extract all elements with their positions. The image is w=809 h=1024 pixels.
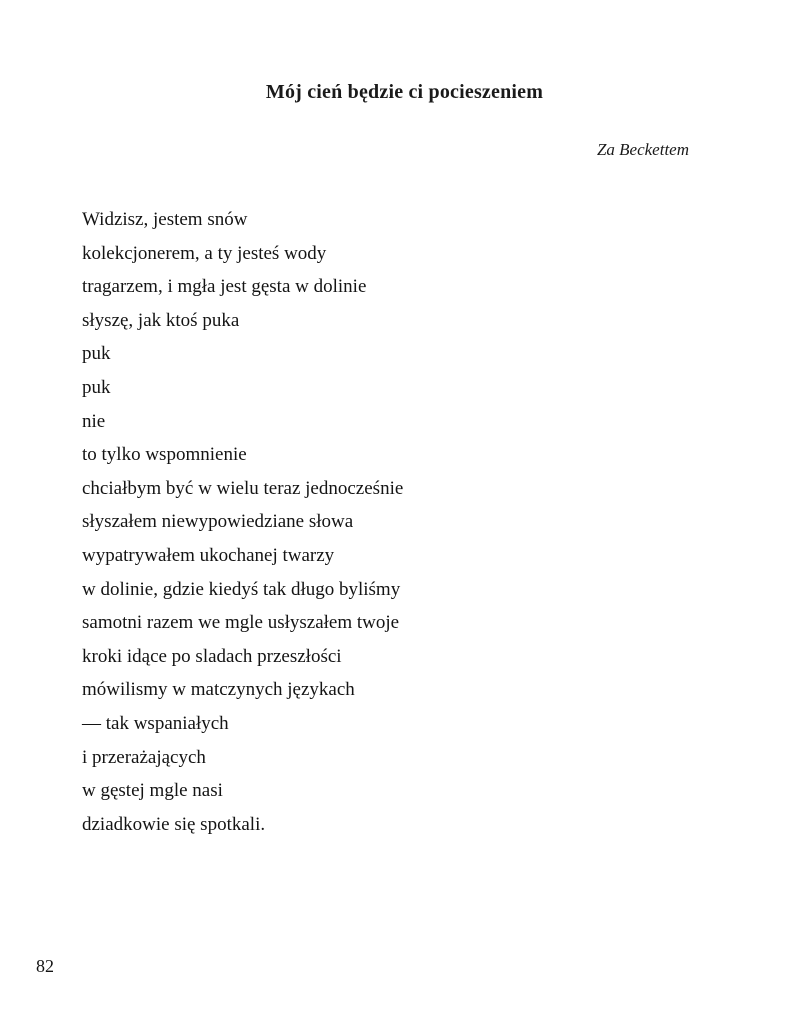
poem-line: kolekcjonerem, a ty jesteś wody bbox=[82, 242, 327, 264]
poem-line: puk bbox=[82, 376, 111, 398]
poem-line: dziadkowie się spotkali. bbox=[82, 813, 266, 835]
dedication-text: Za Beckettem bbox=[596, 140, 689, 159]
poem-line: mówilismy w matczynych językach bbox=[82, 679, 355, 701]
poem-line: puk bbox=[82, 343, 111, 365]
poem-line: Widzisz, jestem snów bbox=[82, 209, 248, 230]
poem-line: i przerażających bbox=[82, 746, 206, 768]
poem-line: kroki idące po sladach przeszłości bbox=[82, 645, 342, 667]
poem-line: wypatrywałem ukochanej twarzy bbox=[82, 544, 335, 566]
poem-line: tragarzem, i mgła jest gęsta w dolinie bbox=[82, 276, 367, 298]
poem-body bbox=[82, 203, 702, 841]
poem-line: samotni razem we mgle usłyszałem twoje bbox=[82, 612, 400, 634]
poem-line: to tylko wspomnienie bbox=[82, 444, 247, 466]
poem-line: słyszałem niewypowiedziane słowa bbox=[82, 511, 354, 533]
page-title: Mój cień będzie ci pocieszeniem bbox=[265, 81, 544, 104]
poem-line: w dolinie, gdzie kiedyś tak długo byliśmy bbox=[82, 578, 401, 600]
poem-line: nie bbox=[82, 410, 106, 432]
poem-line: chciałbym być w wielu teraz jednocześnie bbox=[82, 477, 404, 499]
poem-line: słyszę, jak ktoś puka bbox=[82, 309, 240, 331]
poem-line: — tak wspaniałych bbox=[82, 712, 229, 734]
page-number: 82 bbox=[36, 956, 54, 976]
poem-line: w gęstej mgle nasi bbox=[82, 780, 223, 802]
